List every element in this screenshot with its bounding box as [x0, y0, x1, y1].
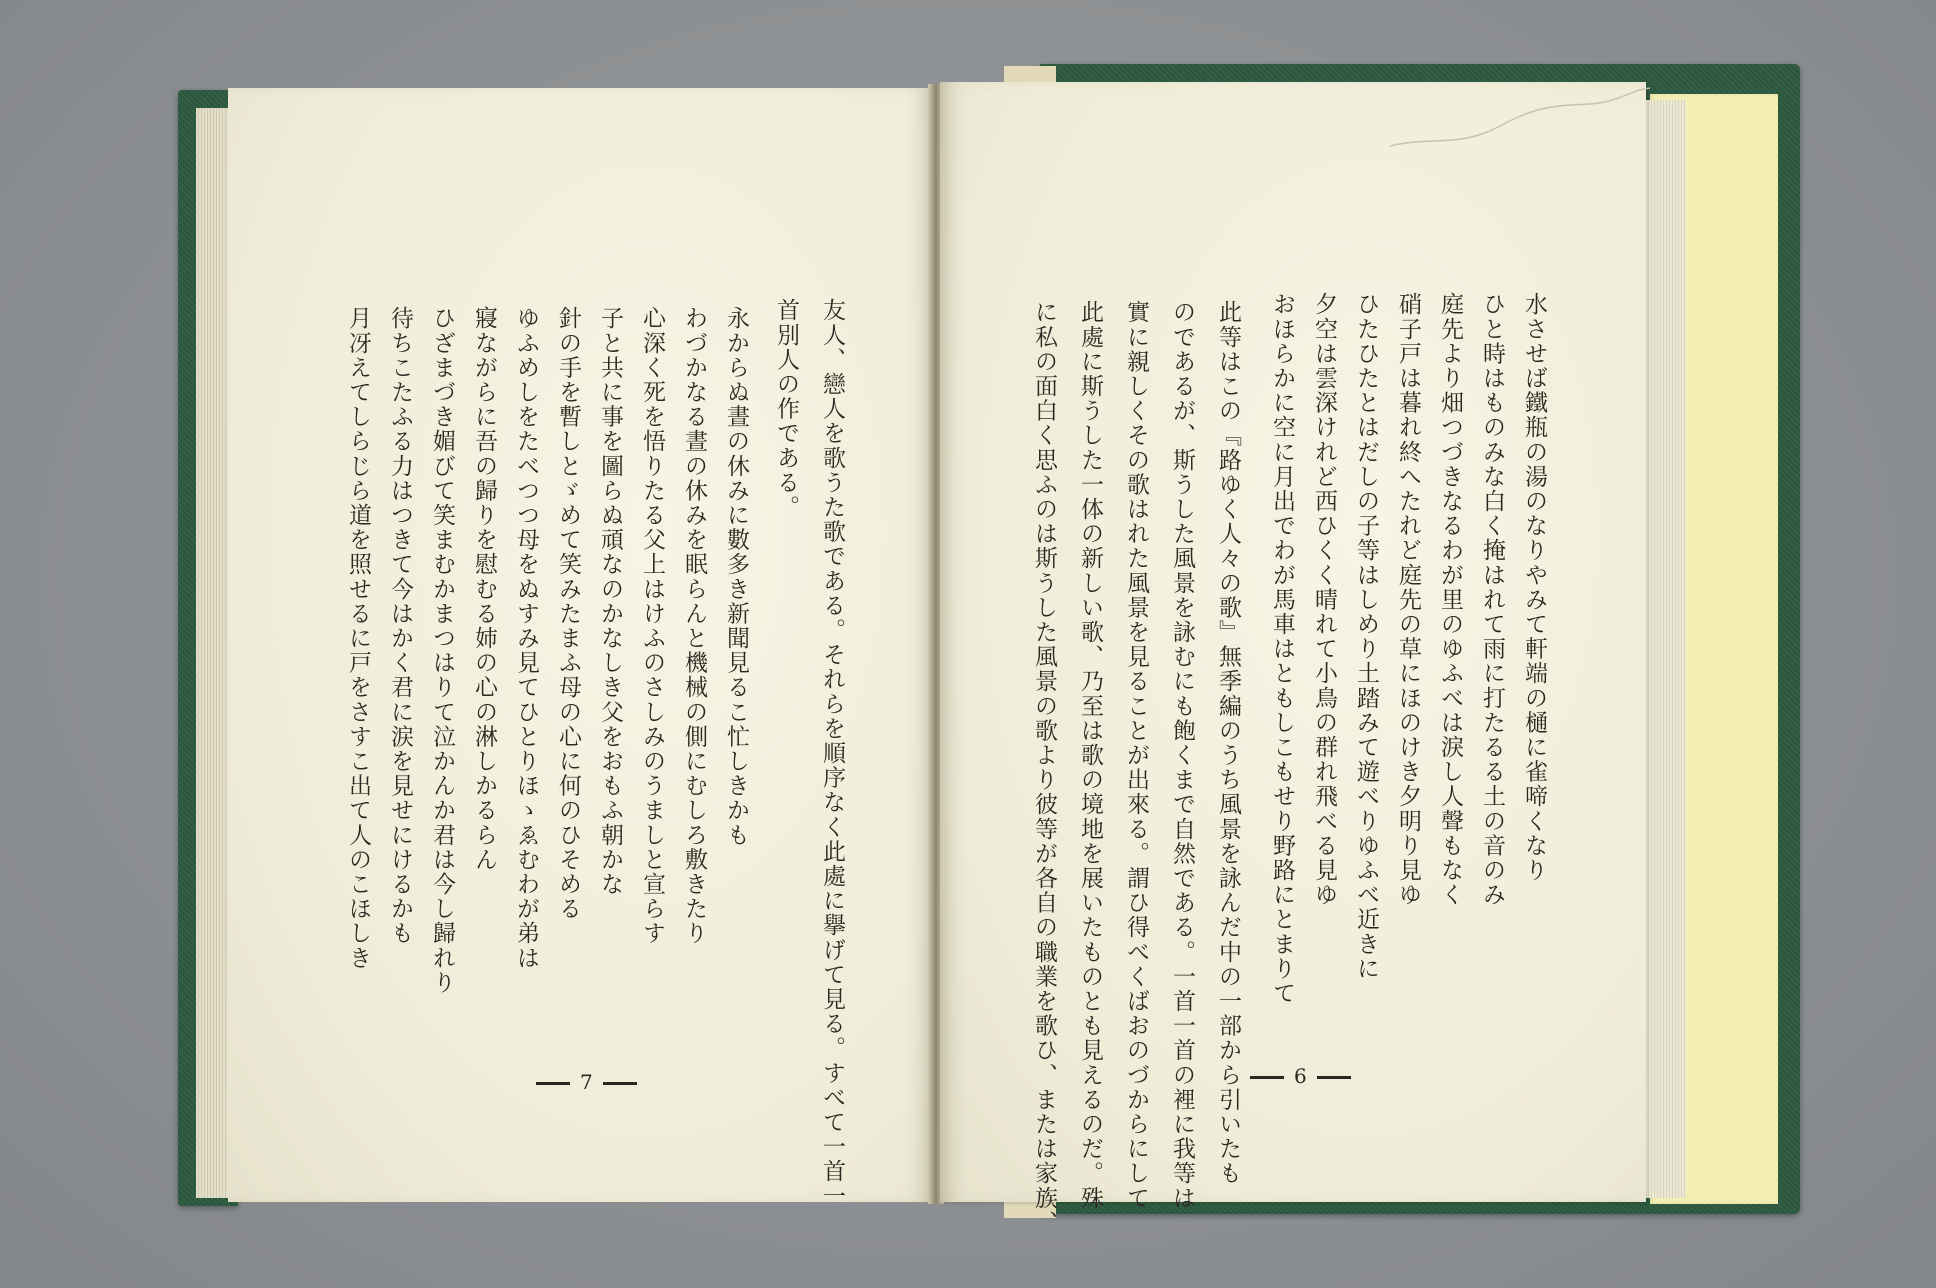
dash-decoration	[603, 1082, 637, 1085]
text-column: 實に親しくその歌はれた風景を見ることが出來る。謂ひ得べくばおのづからにして	[1123, 300, 1149, 1211]
poem-column: ひざまづき媚びて笑まむかまつはりて泣かんか君は今し歸れり	[429, 306, 455, 995]
poem-column: 庭先より畑つづきなるわが里のゆふべは淚し人聲もなく	[1437, 292, 1463, 907]
poem-column: おほらかに空に月出でわが馬車はともしこもせり野路にとまりて	[1269, 292, 1295, 1006]
dash-decoration	[1317, 1076, 1351, 1079]
poem-column: 月冴えてしらじら道を照せるに戸をさすこ出て人のこほしき	[345, 306, 371, 971]
page-number-value: 6	[1294, 1064, 1307, 1088]
text-column: 首別人の作である。	[773, 298, 799, 520]
poem-column: 寢ながらに吾の歸りを慰むる姉の心の淋しかるらん	[471, 306, 497, 872]
poem-column: ひたひたとはだしの子等はしめり土踏みて遊べりゆふべ近きに	[1353, 292, 1379, 981]
page-number	[1240, 1064, 1361, 1088]
poem-column: 硝子戸は暮れ終へたれど庭先の草にほのけき夕明り見ゆ	[1395, 292, 1421, 907]
dash-decoration	[536, 1082, 570, 1085]
page-number	[526, 1070, 647, 1094]
poem-column: 水させば鐵瓶の湯のなりやみて軒端の樋に雀啼くなり	[1521, 292, 1547, 883]
poem-column: ひと時はものみな白く掩はれて雨に打たるる土の音のみ	[1479, 292, 1505, 907]
dash-decoration	[1250, 1076, 1284, 1079]
poem-column: ゆふめしをたべつつ母をぬすみ見てひとりほゝゑむわが弟は	[513, 306, 539, 971]
text-column: 此處に斯うした一体の新しい歌、乃至は歌の境地を展いたものとも見えるのだ。殊	[1077, 300, 1103, 1211]
page-edges-right	[1646, 100, 1686, 1198]
poem-column: 針の手を暫しとゞめて笑みたまふ母の心に何のひそめる	[555, 306, 581, 921]
text-column: 友人、戀人を歌うた歌である。それらを順序なく此處に擧げて見る。すべて一首一	[819, 298, 845, 1209]
poem-column: 永からぬ晝の休みに數多き新聞見るこ忙しきかも	[723, 306, 749, 848]
poem-column: 待ちこたふる力はつきて今はかく君に涙を見せにけるかも	[387, 306, 413, 946]
poem-column: 夕空は雲深けれど西ひくく晴れて小鳥の群れ飛べる見ゆ	[1311, 292, 1337, 907]
poem-column: わづかなる晝の休みを眠らんと機械の側にむしろ敷きたり	[681, 306, 707, 946]
page-number-value: 7	[580, 1070, 593, 1094]
left-page	[228, 88, 932, 1209]
poem-column: 心深く死を悟りたる父上はけふのさしみのうましと宣らす	[639, 306, 665, 946]
poem-column: 子と共に事を圖らぬ頑なのかなしき父をおもふ朝かな	[597, 306, 623, 897]
right-page	[940, 82, 1646, 1235]
text-column: のであるが、斯うした風景を詠むにも飽くまで自然である。一首一首の裡に我等は	[1169, 300, 1195, 1211]
page-tear-mark	[1390, 86, 1650, 156]
text-column: に私の面白く思ふのは斯うした風景の歌より彼等が各自の職業を歌ひ、または家族、	[1031, 300, 1057, 1235]
text-column: 此等はこの『路ゆく人々の歌』無季編のうち風景を詠んだ中の一部から引いたも	[1215, 300, 1241, 1186]
